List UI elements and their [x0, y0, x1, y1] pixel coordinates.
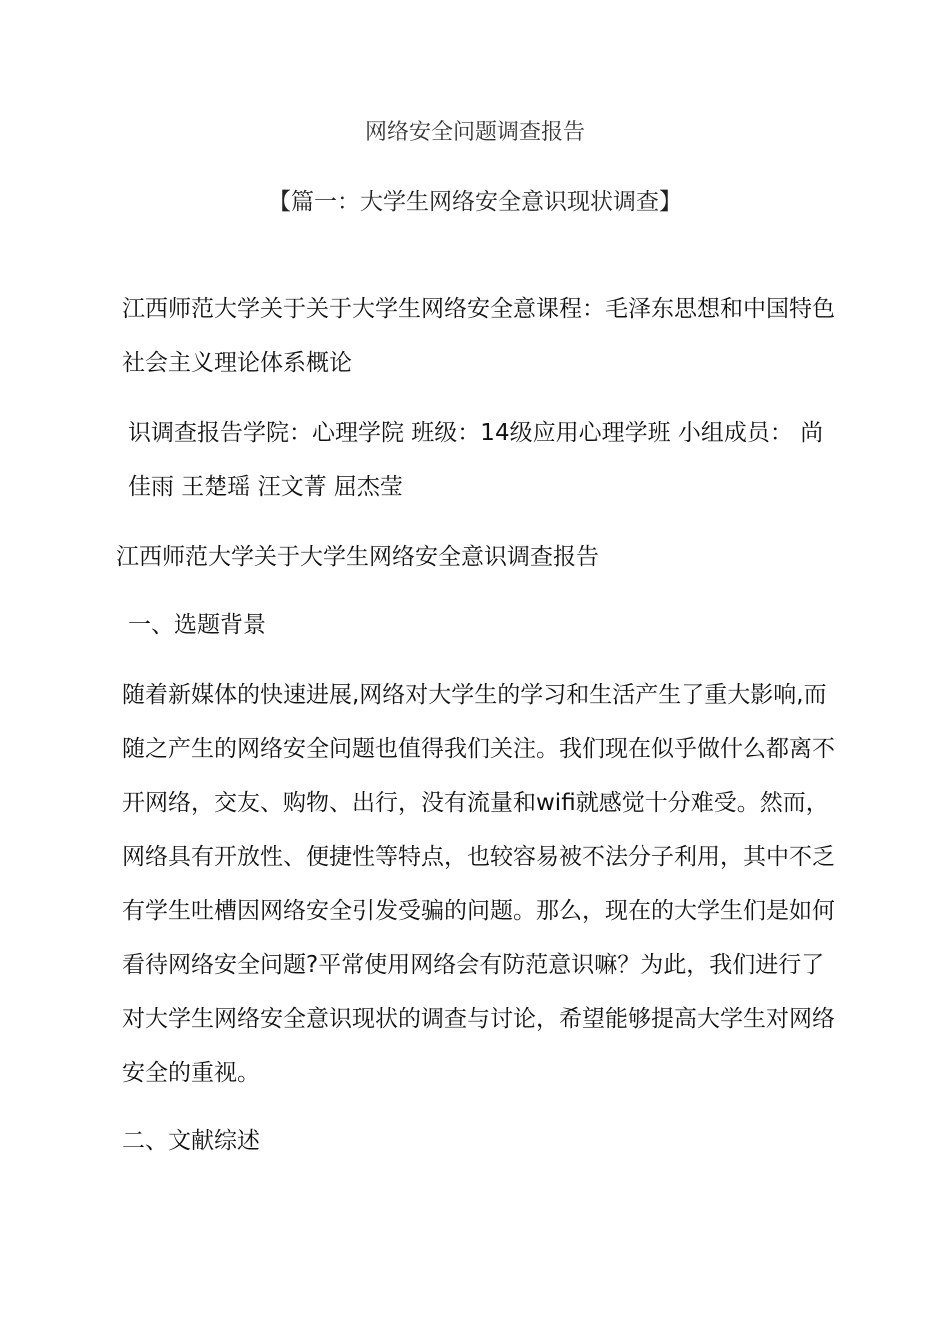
section1-heading: 一、选题背景: [128, 612, 266, 638]
section2-heading: 二、文献综述: [122, 1128, 260, 1154]
document-title: 网络安全问题调查报告: [364, 120, 585, 145]
course-info-block: [116, 282, 836, 390]
section1-paragraph-block: [116, 668, 836, 1100]
members-info-text: 识调查报告学院：心理学院 班级：14级应用心理学班 小组成员： 尚佳雨 王楚瑶 汪文菁 屈杰莹: [128, 420, 824, 500]
section1-heading-block: [116, 598, 836, 652]
section1-paragraph: 随着新媒体的快速进展,网络对大学生的学习和生活产生了重大影响,而随之产生的网络安全问题也值得我们关注。我们现在似乎做什么都离不开网络，交友、购物、出行，没有流量和wifi就感觉十分难受。然而，网络具有开放性、便捷性等特点，也较容易被不法分子利用，其中不乏有学生吐槽因网络安全引发受骗的问题。那么，现在的大学生们是如何看待网络安全问题?平常使用网络会有防范意识嘛？为此，我们进行了对大学生网络安全意识现状的调查与讨论，希望能够提高大学生对网络安全的重视。: [122, 682, 835, 1086]
report-title-block: [116, 530, 836, 584]
members-info-block: [116, 406, 836, 514]
document-subtitle: 【篇一：大学生网络安全意识现状调查】: [268, 189, 682, 215]
section2-heading-block: [116, 1114, 836, 1168]
course-info-text: 江西师范大学关于关于大学生网络安全意课程：毛泽东思想和中国特色社会主义理论体系概论: [122, 296, 835, 376]
report-title-text: 江西师范大学关于大学生网络安全意识调查报告: [116, 544, 599, 570]
